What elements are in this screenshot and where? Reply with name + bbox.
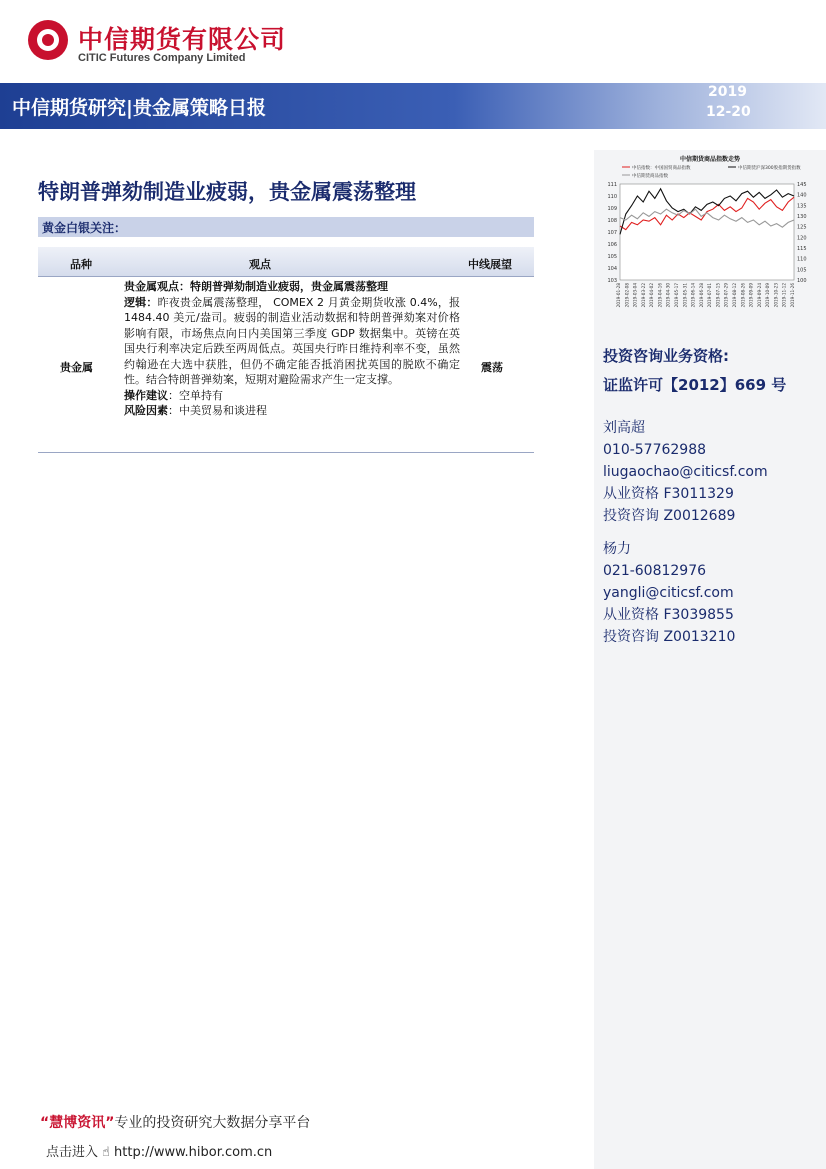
cell-variety: 贵金属 — [60, 361, 93, 374]
x-tick-label: 2019-05-17 — [674, 283, 679, 308]
y-left-tick-label: 105 — [607, 254, 617, 260]
analyst-email[interactable]: yangli@citicsf.com — [603, 585, 734, 601]
y-right-tick-label: 110 — [797, 256, 807, 263]
x-tick-label: 2019-03-22 — [640, 283, 646, 308]
analyst-email[interactable]: liugaochao@citicsf.com — [603, 464, 768, 480]
logic-text: 昨夜贵金属震荡整理， COMEX 2 月黄金期货收涨 0.4%，报 1484.40 美元/盎司。疲弱的制造业活动数据和特朗普弹劾案对价格影响有限，市场焦点向日内美国第三季度 GDP 数据集中。英镑在英国央行利率决定后跌至两周低点。英国央行昨日维持利率不变，虽然约翰逊在大选中获胜，但仍不确定能否抵消困扰英国的脱欧不确定性。结合特朗普弹劾案，短期对避险需求产生一定支撑。 — [124, 295, 461, 386]
y-left-tick-label: 107 — [607, 230, 617, 236]
footer-link[interactable] — [46, 1141, 272, 1160]
y-left-tick-label: 110 — [607, 194, 617, 200]
table-bottom-rule — [38, 452, 534, 453]
footer-brand: 慧博资讯 — [49, 1115, 106, 1131]
advice-label: 操作建议 — [124, 388, 168, 402]
qualification-title: 投资咨询业务资格: — [603, 347, 729, 365]
opinion-advice — [124, 388, 460, 404]
y-left-tick-label: 109 — [607, 206, 617, 212]
analyst-card — [603, 417, 768, 527]
y-right-tick-label: 105 — [797, 267, 807, 274]
y-left-tick-label: 111 — [607, 182, 617, 188]
risk-text: ：中美贸易和谈进程 — [168, 404, 267, 417]
y-right-tick-label: 120 — [797, 235, 807, 242]
x-tick-label: 2019-09-09 — [748, 283, 754, 308]
opinion-cell — [124, 279, 460, 419]
y-right-tick-label: 140 — [797, 192, 807, 199]
x-tick-label: 2019-07-29 — [723, 283, 729, 308]
analyst-consult-license: 投资咨询 Z0013210 — [603, 629, 736, 645]
footer-slogan-text: 专业的投资研究大数据分享平台 — [114, 1115, 311, 1131]
x-tick-label: 2019-04-30 — [665, 283, 671, 308]
risk-label: 风险因素 — [124, 404, 168, 417]
opinion-headline-label: 贵金属观点： — [124, 280, 190, 293]
analyst-phone: 010-57762988 — [603, 442, 707, 458]
analyst-card — [603, 538, 735, 648]
page-title: 特朗普弹劾制造业疲弱，贵金属震荡整理 — [38, 180, 416, 204]
footer-url[interactable]: http://www.hibor.com.cn — [114, 1145, 273, 1160]
report-series-title: 中信期货研究|贵金属策略日报 — [12, 97, 266, 119]
y-right-tick-label: 145 — [797, 182, 807, 188]
license-number: 证监许可【2012】669 号 — [603, 376, 787, 394]
legend-label: 中信期货商品指数 — [632, 174, 668, 179]
opinion-headline-text: 特朗普弹劾制造业疲弱，贵金属震荡整理 — [190, 280, 388, 293]
quote-open: “ — [40, 1115, 50, 1131]
chart-title: 中信期货商品指数走势 — [679, 156, 741, 163]
x-tick-label: 2019-11-12 — [781, 283, 787, 308]
y-right-tick-label: 135 — [797, 203, 807, 210]
opinion-logic — [124, 295, 460, 388]
x-tick-label: 2019-10-23 — [773, 283, 779, 308]
x-tick-label: 2019-02-08 — [624, 283, 630, 308]
analyst-name: 杨力 — [603, 541, 631, 557]
legend-label: 中信指数：中国国贸商品指数 — [632, 166, 691, 171]
y-left-tick-label: 104 — [607, 266, 617, 272]
y-right-tick-label: 125 — [797, 224, 807, 231]
y-left-tick-label: 103 — [607, 278, 617, 284]
opinion-risk — [124, 403, 460, 419]
x-tick-label: 2019-10-09 — [765, 283, 771, 308]
x-tick-label: 2019-07-15 — [715, 283, 721, 308]
column-header-outlook: 中线展望 — [468, 258, 512, 271]
analyst-phone: 021-60812976 — [603, 563, 707, 579]
report-year: 2019 — [708, 84, 747, 100]
logic-label: 逻辑： — [124, 295, 158, 309]
advice-text: ：空单持有 — [168, 388, 223, 402]
footer-enter-label: 点击进入 — [46, 1145, 99, 1160]
table-header — [38, 247, 534, 277]
y-left-tick-label: 108 — [607, 218, 617, 224]
company-name-cn: 中信期货有限公司 — [78, 25, 287, 54]
x-tick-label: 2019-06-14 — [690, 283, 696, 308]
company-name-en: CITIC Futures Company Limited — [78, 52, 246, 64]
section-label: 黄金白银关注： — [42, 221, 127, 235]
y-right-tick-label: 100 — [797, 278, 807, 284]
legend-label: 中信期货沪深300股指期货指数 — [738, 166, 801, 171]
column-header-opinion: 观点 — [249, 258, 271, 271]
x-tick-label: 2019-08-12 — [732, 283, 737, 308]
report-date: 12-20 — [706, 104, 751, 120]
column-header-variety: 品种 — [70, 258, 92, 271]
x-tick-label: 2019-04-16 — [657, 283, 663, 308]
x-tick-label: 2019-08-26 — [740, 283, 746, 308]
y-right-tick-label: 115 — [797, 246, 807, 252]
analyst-consult-license: 投资咨询 Z0012689 — [603, 508, 736, 524]
quote-close: ” — [105, 1115, 115, 1131]
analyst-license: 从业资格 F3039855 — [603, 607, 734, 623]
x-tick-label: 2019-01-28 — [616, 283, 621, 308]
chart-plot-area — [620, 184, 794, 280]
analyst-name: 刘高超 — [603, 420, 645, 436]
y-left-tick-label: 106 — [607, 242, 617, 248]
company-logo-icon — [28, 20, 68, 60]
x-tick-label: 2019-03-04 — [632, 283, 638, 308]
x-tick-label: 2019-04-02 — [649, 283, 655, 308]
cell-outlook: 震荡 — [481, 361, 503, 374]
y-right-tick-label: 130 — [797, 214, 807, 220]
analyst-license: 从业资格 F3011329 — [603, 486, 734, 502]
x-tick-label: 2019-09-24 — [756, 283, 762, 308]
x-tick-label: 2019-05-31 — [682, 283, 688, 308]
footer-slogan — [40, 1112, 310, 1132]
x-tick-label: 2019-06-28 — [698, 283, 704, 308]
opinion-headline — [124, 279, 460, 295]
hand-pointer-icon: ☝ — [102, 1145, 110, 1160]
commodity-index-chart — [598, 152, 822, 324]
x-tick-label: 2019-11-26 — [790, 283, 795, 308]
x-tick-label: 2019-07-01 — [707, 283, 713, 308]
